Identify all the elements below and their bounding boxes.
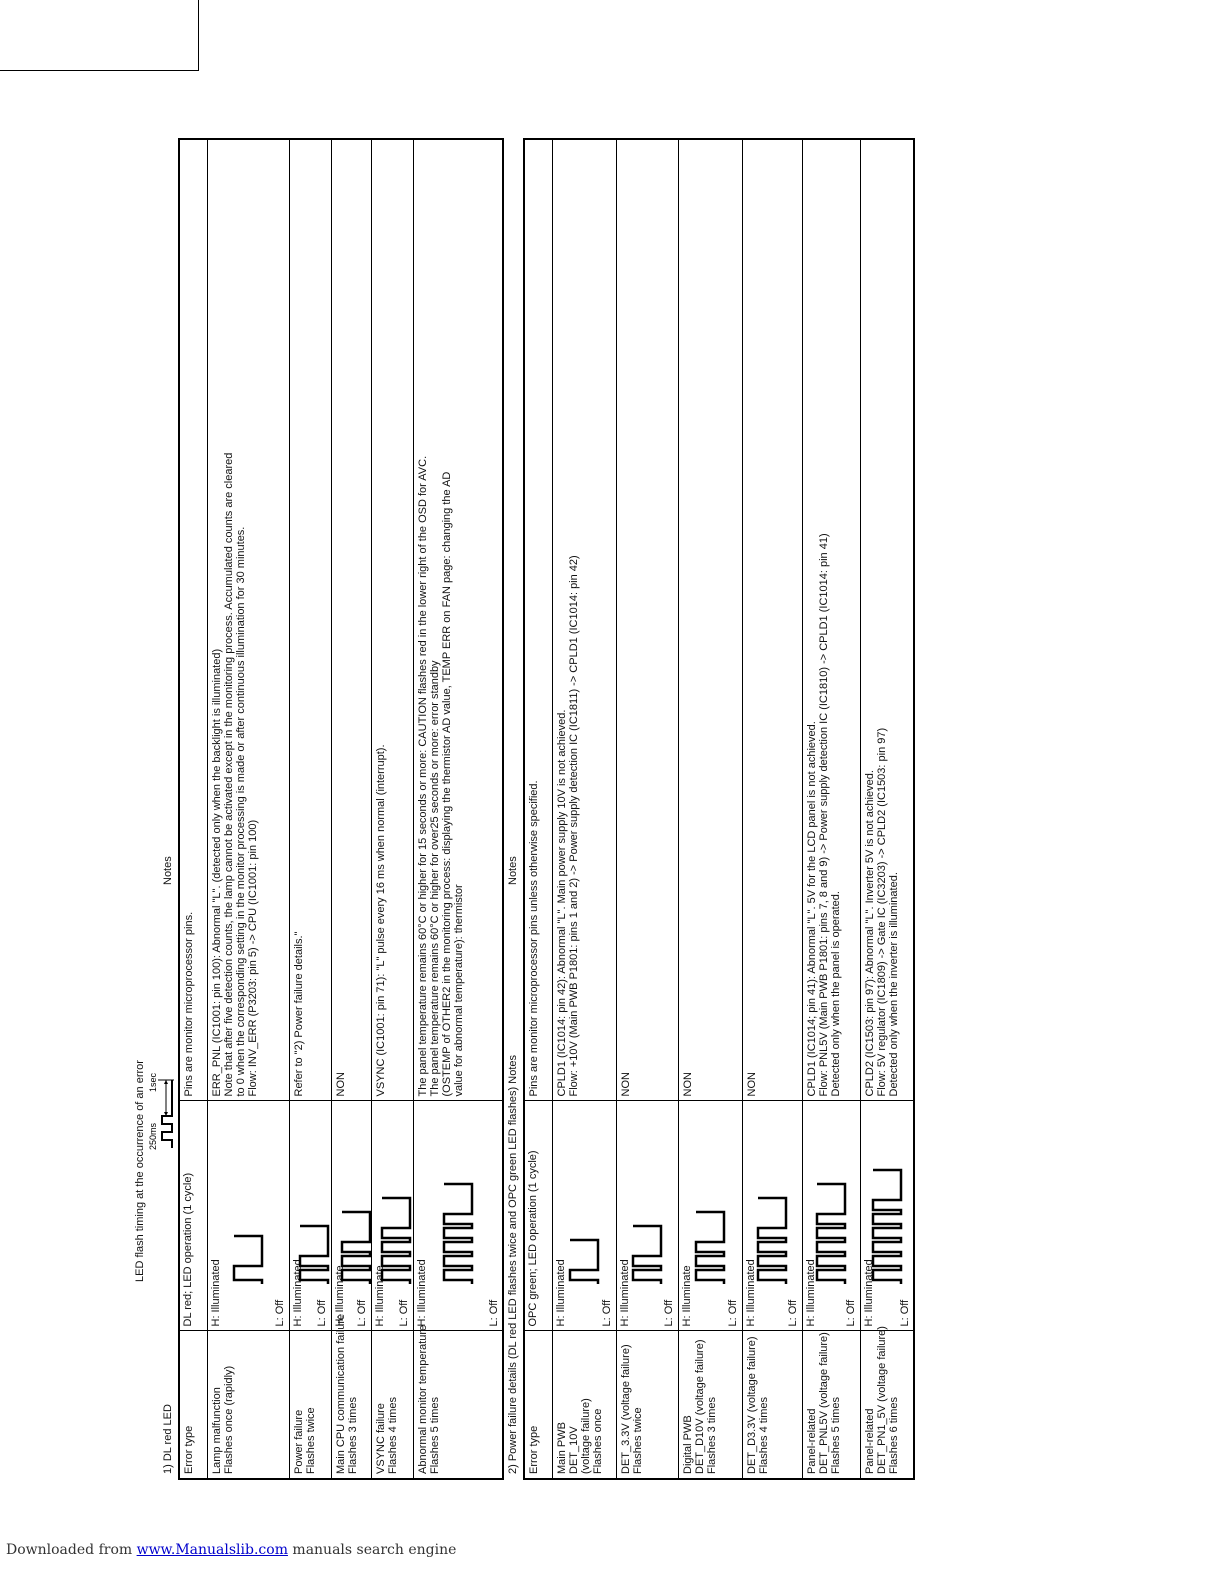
- note-text: value for abnormal temperature): thermistor: [452, 884, 465, 1097]
- waveform-path: [300, 1227, 328, 1285]
- error-type-cell: [742, 1331, 802, 1479]
- note-text: CPLD1 (IC1014; pin 41): Abnormal "L". 5V for the LCD panel is not achieved.: [805, 721, 818, 1097]
- table-row: [552, 139, 616, 1479]
- table-row: [179, 139, 207, 1479]
- error-type-text: Power failure: [292, 1409, 305, 1474]
- notes-cell: [331, 139, 371, 1101]
- error-type-text: Flashes 5 times: [829, 1396, 842, 1474]
- led-operation-cell: [678, 1101, 742, 1331]
- error-type-cell: [552, 1331, 616, 1479]
- high-label: H: Illuminated: [618, 1259, 631, 1327]
- error-type-text: Abnormal monitor temperature: [416, 1324, 429, 1474]
- led-operation-cell: [524, 1101, 552, 1331]
- notes-cell: [552, 139, 616, 1101]
- waveform-path: [758, 1199, 786, 1285]
- error-type-cell: [678, 1331, 742, 1479]
- high-label: H: Illuminated: [209, 1259, 222, 1327]
- note-text: Detected only when the inverter is illuminated.: [887, 872, 900, 1097]
- notes-cell: [742, 139, 802, 1101]
- error-type-cell: [860, 1326, 914, 1479]
- error-type-text: Lamp malfunction: [210, 1387, 223, 1474]
- low-label: L: Off: [726, 1299, 739, 1327]
- note-text: Refer to "2) Power failure details.": [292, 931, 305, 1097]
- waveform-path: [873, 1171, 901, 1285]
- error-type-text: Flashes 4 times: [386, 1396, 399, 1474]
- low-label: L: Off: [786, 1299, 799, 1327]
- led-operation-cell: [552, 1101, 616, 1331]
- timing-title: LED flash timing at the occurrence of an error: [134, 1060, 146, 1282]
- note-text: Flow: INV_ERR (P3203: pin 5) -> CPU (IC1001: pin 100): [246, 819, 259, 1097]
- waveform-path: [696, 1213, 724, 1285]
- download-footer: Downloaded from www.Manualslib.com manuals search engine: [6, 1542, 457, 1558]
- error-type-text: Flashes 6 times: [887, 1396, 900, 1474]
- error-type-text: Panel-related: [805, 1408, 818, 1474]
- low-label: L: Off: [844, 1299, 857, 1327]
- section1-notes-header: Notes: [162, 856, 174, 885]
- timing-diagram: [148, 1030, 176, 1150]
- error-type-text: Main CPU communication failure: [334, 1313, 347, 1474]
- led-operation-cell: [289, 1101, 331, 1331]
- error-type-text: Digital PWB: [681, 1415, 694, 1474]
- notes-cell: [860, 139, 914, 1101]
- high-label: H: Illuminated: [744, 1259, 757, 1327]
- high-label: H: Illuminate: [373, 1265, 386, 1327]
- rotated-content: [110, 140, 940, 1480]
- note-text: Pins are monitor microprocessor pins.: [183, 911, 195, 1097]
- high-label: H: Illuminated: [804, 1259, 817, 1327]
- note-text: (OSTEMP of OTHER2 in the monitoring process: displaying the thermistor AD value, TEMP ERR on FAN page: changing the AD: [440, 471, 453, 1097]
- table-row: [207, 139, 289, 1479]
- low-label: L: Off: [355, 1299, 368, 1327]
- timing-sec-label: 1sec: [148, 1072, 158, 1092]
- led-waveform: [627, 1187, 667, 1287]
- note-text: CPLD1 (IC1014: pin 42): Abnormal "L". Main power supply 10V is not achieved.: [555, 709, 568, 1097]
- led-waveform: [228, 1207, 268, 1287]
- manualslib-link[interactable]: www.Manualslib.com: [136, 1542, 288, 1558]
- error-type-cell: [289, 1331, 331, 1479]
- waveform-path: [633, 1227, 661, 1285]
- led-operation-cell: [413, 1101, 503, 1331]
- high-label: H: Illuminated: [415, 1259, 428, 1327]
- high-label: H: Illuminate: [333, 1265, 346, 1327]
- section2-notes-header: Notes: [507, 856, 519, 885]
- error-type-text: DET_PNL5V (voltage failure): [817, 1332, 830, 1474]
- error-type-text: Flashes 3 times: [346, 1396, 359, 1474]
- timing-ms-label: 250ms: [148, 1122, 158, 1150]
- table-row: [413, 139, 503, 1479]
- note-text: ERR_PNL (IC1001: pin 100): Abnormal "L". (detected only when the backlight is illuminated): [210, 648, 223, 1097]
- error-type-cell: [179, 1331, 207, 1479]
- dl-red-led-table: [178, 138, 504, 1480]
- led-waveform: [690, 1167, 730, 1287]
- note-text: Flow: 5V regulator (IC1809) -> Gate IC (IC3203) -> CPLD2 (IC1503: pin 97): [875, 727, 888, 1097]
- note-text: Flow: +10V (Main PWB P1801: pins 1 and 2) -> Power supply detection IC (IC1811) -> CPLD1 (IC1014: pin 42): [567, 555, 580, 1097]
- low-label: L: Off: [662, 1299, 675, 1327]
- error-type-text: DET_3.3V (voltage failure): [619, 1344, 632, 1474]
- notes-cell: [616, 139, 678, 1101]
- page-corner-frame: [0, 0, 199, 71]
- note-text: NON: [619, 1072, 632, 1097]
- led-waveform: [867, 1107, 907, 1287]
- error-type-text: (voltage failure): [579, 1398, 592, 1474]
- low-label: L: Off: [273, 1299, 286, 1327]
- error-type-cell: [524, 1331, 552, 1479]
- error-type-text: DET_D10V (voltage failure): [693, 1339, 706, 1474]
- led-waveform: [294, 1187, 334, 1287]
- note-text: Note that after five detection counts, the lamp cannot be activated except in the monitoring process. Accumulated counts are cleared: [222, 452, 235, 1097]
- error-type-text: Panel-related: [863, 1408, 876, 1474]
- high-label: H: Illuminated: [554, 1259, 567, 1327]
- led-operation-cell: [207, 1101, 289, 1331]
- table-row: [524, 139, 552, 1479]
- led-waveform: [752, 1147, 792, 1287]
- note-text: to 0 when the corresponding setting in the monitor processing is made or after continuous illumination for 30 minutes.: [234, 526, 247, 1097]
- operation-header: DL red; LED operation (1 cycle): [182, 1172, 194, 1327]
- error-type-cell: [413, 1324, 503, 1479]
- error-type-text: DET_PN1_5V (voltage failure): [875, 1326, 888, 1474]
- table-row: [678, 139, 742, 1479]
- notes-cell: [802, 139, 860, 1101]
- notes-cell: [524, 139, 552, 1101]
- error-type-cell: [207, 1331, 289, 1479]
- waveform-path: [817, 1185, 845, 1285]
- note-text: VSYNC (IC1001: pin 71): "L" pulse every 16 ms when normal (interrupt).: [374, 744, 387, 1097]
- notes-cell: [207, 139, 289, 1101]
- led-waveform: [438, 1127, 478, 1287]
- led-waveform: [376, 1147, 416, 1287]
- error-type-cell: [616, 1331, 678, 1479]
- waveform-path: [342, 1213, 370, 1285]
- led-operation-cell: [179, 1101, 207, 1331]
- error-type-text: DET_D3.3V (voltage failure): [745, 1336, 758, 1474]
- error-type-text: Error type: [183, 1425, 195, 1474]
- waveform-path: [444, 1185, 472, 1285]
- error-type-cell: [371, 1331, 413, 1479]
- note-text: Detected only when the panel is operated.: [829, 891, 842, 1097]
- note-text: Flow: PNL5V (Main PWB P1801: pins 7, 8 and 9) -> Power supply detection IC (IC1810) -> CPLD1 (IC1014: pin 41): [817, 533, 830, 1097]
- error-type-cell: [802, 1331, 860, 1479]
- low-label: L: Off: [397, 1299, 410, 1327]
- note-text: Pins are monitor microprocessor pins unless otherwise specified.: [528, 780, 540, 1097]
- table-row: [742, 139, 802, 1479]
- led-operation-cell: [371, 1101, 413, 1331]
- table-row: [289, 139, 331, 1479]
- note-text: CPLD2 (IC1503: pin 97): Abnormal "L". Inverter 5V is not achieved.: [863, 770, 876, 1097]
- error-type-text: DET_10V: [567, 1426, 580, 1474]
- waveform-path: [234, 1237, 262, 1285]
- table-row: [860, 139, 914, 1479]
- error-type-text: Flashes once: [591, 1408, 604, 1474]
- note-text: NON: [334, 1072, 347, 1097]
- led-operation-cell: [742, 1101, 802, 1331]
- led-waveform: [811, 1127, 851, 1287]
- waveform-path: [570, 1241, 598, 1285]
- led-waveform: [336, 1167, 376, 1287]
- low-label: L: Off: [898, 1299, 911, 1327]
- table-row: [802, 139, 860, 1479]
- error-type-text: Flashes twice: [631, 1407, 644, 1474]
- low-label: L: Off: [600, 1299, 613, 1327]
- high-label: H: Illuminated: [291, 1259, 304, 1327]
- note-text: The panel temperature remains 60°C or higher for over25 seconds or more: error standby: [428, 660, 441, 1097]
- table-row: [371, 139, 413, 1479]
- table-row: [616, 139, 678, 1479]
- section2-title: 2) Power failure details (DL red LED flashes twice and OPC green LED flashes) Notes: [507, 1054, 519, 1474]
- notes-cell: [678, 139, 742, 1101]
- error-type-text: Flashes twice: [304, 1407, 317, 1474]
- error-type-text: Flashes 3 times: [705, 1396, 718, 1474]
- error-type-text: Error type: [528, 1425, 540, 1474]
- operation-header: OPC green; LED operation (1 cycle): [527, 1150, 539, 1327]
- high-label: H: Illuminated: [862, 1259, 875, 1327]
- error-type-text: Flashes 5 times: [428, 1396, 441, 1474]
- led-operation-cell: [860, 1101, 914, 1331]
- low-label: L: Off: [487, 1299, 500, 1327]
- notes-cell: [413, 139, 503, 1101]
- note-text: NON: [745, 1072, 758, 1097]
- error-type-text: Main PWB: [555, 1422, 568, 1474]
- table-row: [331, 139, 371, 1479]
- note-text: NON: [681, 1072, 694, 1097]
- led-operation-cell: [802, 1101, 860, 1331]
- error-type-text: Flashes 4 times: [757, 1396, 770, 1474]
- led-waveform: [564, 1207, 604, 1287]
- notes-cell: [371, 139, 413, 1101]
- waveform-path: [382, 1199, 410, 1285]
- note-text: The panel temperature remains 60°C or higher for 15 seconds or more: CAUTION flashes red in the lower right of the OSD for AVC.: [416, 455, 429, 1097]
- notes-cell: [179, 139, 207, 1101]
- low-label: L: Off: [315, 1299, 328, 1327]
- high-label: H: Illuminate: [680, 1265, 693, 1327]
- led-operation-cell: [616, 1101, 678, 1331]
- section1-title: 1) DL red LED: [162, 1404, 174, 1474]
- error-type-text: Flashes once (rapidly): [222, 1365, 235, 1474]
- power-failure-table: [523, 138, 915, 1480]
- error-type-text: VSYNC failure: [374, 1403, 387, 1474]
- led-operation-cell: [331, 1101, 371, 1331]
- notes-cell: [289, 139, 331, 1101]
